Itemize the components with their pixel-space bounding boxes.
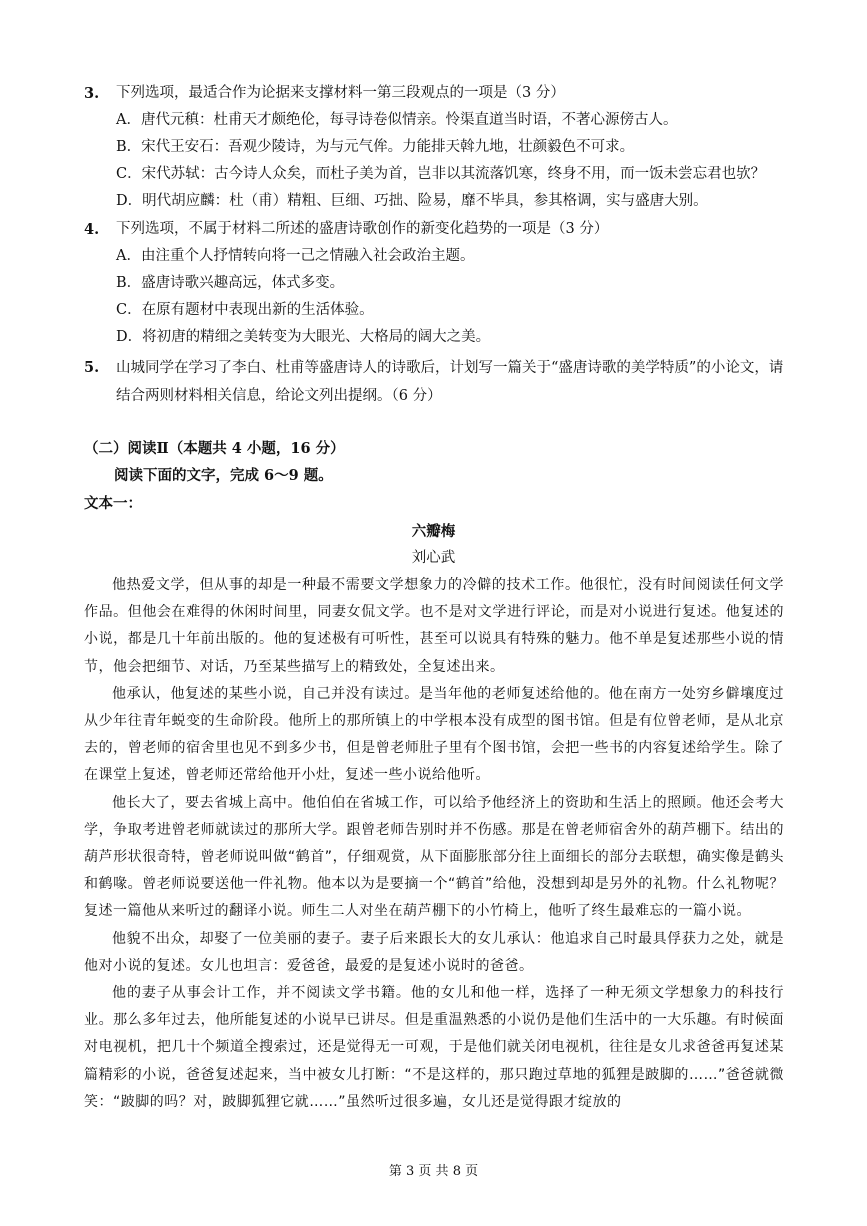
option-d: D．将初唐的精细之美转变为大眼光、大格局的阔大之美。 <box>116 329 491 345</box>
question-number: 3. <box>84 85 100 102</box>
question-stem: 下列选项，最适合作为论据来支撑材料一第三段观点的一项是（3 分） <box>116 85 565 101</box>
section-heading: （二）阅读Ⅱ（本题共 4 小题，16 分） <box>84 440 345 457</box>
option-b: B．宋代王安石：吾观少陵诗，为与元气侔。力能排天斡九地，壮颜毅色不可求。 <box>116 139 635 155</box>
question-number: 4. <box>84 221 100 238</box>
question-stem: 山城同学在学习了李白、杜甫等盛唐诗人的诗歌后，计划写一篇关于“盛唐诗歌的美学特质”的小论文，请结合两则材料相关信息，给论文列出提纲。（6 分） <box>116 360 784 404</box>
story-title: 六瓣梅 <box>411 523 456 540</box>
option-a: A．由注重个人抒情转向将一己之情融入社会政治主题。 <box>116 248 475 264</box>
option-c: C．宋代苏轼：古今诗人众矣，而杜子美为首，岂非以其流落饥寒，终身不用，而一饭未尝忘君也欤？ <box>116 166 766 182</box>
text-label: 文本一： <box>84 495 142 512</box>
option-b: B．盛唐诗歌兴趣高远，体式多变。 <box>116 275 345 291</box>
question-4 <box>84 216 795 351</box>
question-5 <box>84 354 795 410</box>
section-instruction: 阅读下面的文字，完成 6～9 题。 <box>114 467 333 484</box>
page-footer: 第 3 页 共 8 页 <box>388 1164 479 1179</box>
story-paragraph: 他貌不出众，却娶了一位美丽的妻子。妻子后来跟长大的女儿承认：他追求自己时最具俘获力之处，就是他对小说的复述。女儿也坦言：爱爸爸，最爱的是复述小说时的爸爸。 <box>84 930 784 974</box>
story-paragraph: 他的妻子从事会计工作，并不阅读文学书籍。他的女儿和他一样，选择了一种无须文学想象力的科技行业。那么多年过去，他所能复述的小说早已讲尽。但是重温熟悉的小说仍是他们生活中的一大乐趣。有时候面对电视机，把几十个频道全搜索过，还是觉得无一可观，于是他们就关闭电视机，往往是女儿求爸爸再复述某篇精彩的小说，爸爸复述起来，当中被女儿打断：“不是这样的，那只跑过草地的狐狸是跛脚的……”爸爸就微笑：“跛脚的吗？对，跛脚狐狸它就……”虽然听过很多遍，女儿还是觉得跟才绽放的 <box>84 985 784 1110</box>
question-number: 5. <box>84 359 100 376</box>
question-3 <box>84 80 795 215</box>
story-body <box>84 572 784 1116</box>
story-paragraph: 他热爱文学，但从事的却是一种最不需要文学想象力的冷僻的技术工作。他很忙，没有时间阅读任何文学作品。但他会在难得的休闲时间里，同妻女侃文学。也不是对文学进行评论，而是对小说进行复述。他复述的小说，都是几十年前出版的。他的复述极有可听性，甚至可以说具有特殊的魅力。他不单是复述那些小说的情节，他会把细节、对话，乃至某些描写上的精致处，全复述出来。 <box>84 577 784 675</box>
story-paragraph: 他承认，他复述的某些小说，自己并没有读过。是当年他的老师复述给他的。他在南方一处穷乡僻壤度过从少年往青年蜕变的生命阶段。他所上的那所镇上的中学根本没有成型的图书馆。但是有位曾老师，是从北京去的，曾老师的宿舍里也见不到多少书，但是曾老师肚子里有个图书馆，会把一些书的内容复述给学生。除了在课堂上复述，曾老师还常给他开小灶，复述一些小说给他听。 <box>84 685 784 784</box>
option-a: A．唐代元稹：杜甫天才颇绝伦，每寻诗卷似情亲。怜渠直道当时语，不著心源傍古人。 <box>116 112 678 128</box>
story-author: 刘心武 <box>411 550 456 566</box>
option-c: C．在原有题材中表现出新的生活体验。 <box>116 302 374 318</box>
question-stem: 下列选项，不属于材料二所述的盛唐诗歌创作的新变化趋势的一项是（3 分） <box>116 221 609 237</box>
story-paragraph: 他长大了，要去省城上高中。他伯伯在省城工作，可以给予他经济上的资助和生活上的照顾。他还会考大学，争取考进曾老师就读过的那所大学。跟曾老师告别时并不伤感。那是在曾老师宿舍外的葫芦棚下。结出的葫芦形状很奇特，曾老师说叫做“鹤首”，仔细观赏，从下面膨胀部分往上面细长的部分去联想，确实像是鹤头和鹤喙。曾老师说要送他一件礼物。他本以为是要摘一个“鹤首”给他，没想到却是另外的礼物。什么礼物呢？复述一篇他从来听过的翻译小说。师生二人对坐在葫芦棚下的小竹椅上，他听了终生最难忘的一篇小说。 <box>84 794 784 920</box>
option-d: D．明代胡应麟：杜（甫）精粗、巨细、巧拙、险易，靡不毕具，参其格调，实与盛唐大别。 <box>116 193 708 209</box>
